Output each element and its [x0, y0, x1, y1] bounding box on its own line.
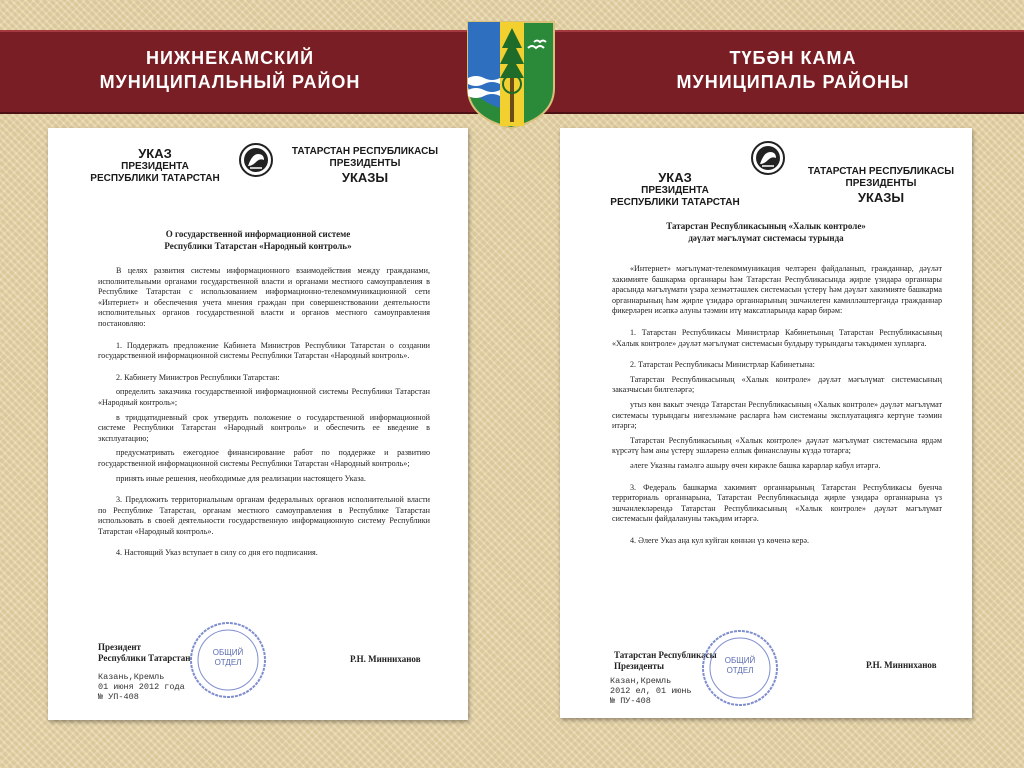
doc-tt-date: 2012 ел, 01 июнь	[610, 686, 692, 696]
doc-ru-signatory-line1: Президент	[98, 642, 141, 652]
doc-ru-header-right	[280, 146, 450, 185]
banner-title-russian	[35, 46, 425, 94]
doc-tt-body	[612, 264, 942, 550]
paragraph: 4. Настоящий Указ вступает в силу со дня его подписания.	[116, 548, 318, 558]
doc-ru-header-right-line3: УКАЗЫ	[341, 170, 389, 185]
doc-tt-header-left-line1: УКАЗ	[658, 170, 692, 185]
doc-tt-header-right-line3: УКАЗЫ	[857, 190, 905, 205]
doc-tt-title-line1: Татарстан Республикасының «Халык контроле»	[666, 221, 866, 231]
paragraph: әлеге Указны гамәлгә ашыру өчен кирәкле башка карарлар кабул итәргә.	[630, 460, 881, 470]
doc-ru-date: 01 июня 2012 года	[98, 682, 185, 692]
paragraph: в тридцатидневный срок утвердить положение о государственной информационной системе Республики Татарстан «Народный контроль» и обеспечить ее введение в эксплуатацию;	[98, 412, 430, 443]
paragraph: 3. Федераль башкарма хакимият органнарының Татарстан Республикасы буенча территориаль органнарына, Татарстан Республикасында җирле үзидарә органнарына үз эшчәнлекләрендә Татарстан Республикасының «Халык контроле» дәүләт мәгълүмат системасын файдалануны тәкъдим итәргә.	[612, 482, 942, 524]
paragraph: 1. Татарстан Республикасы Министрлар Кабинетының Татарстан Республикасының «Халык контроле» дәүләт мәгълүмат системасын булдыру турындагы тәкъдимен хупларга.	[612, 327, 942, 348]
doc-ru-header-left-line1: УКАЗ	[138, 146, 172, 161]
doc-ru-signature-name: Р.Н. Минниханов	[350, 654, 421, 664]
banner-left-line1: НИЖНЕКАМСКИЙ	[145, 48, 315, 68]
doc-tt-header-right-line1: ТАТАРСТАН РЕСПУБЛИКАСЫ	[807, 166, 955, 177]
doc-ru-header-right-line1: ТАТАРСТАН РЕСПУБЛИКАСЫ	[291, 146, 439, 157]
banner-right-line2: МУНИЦИПАЛЬ РАЙОНЫ	[676, 72, 910, 92]
doc-ru-title	[108, 228, 408, 252]
doc-tt-stamp-line2: ОТДЕЛ	[726, 665, 754, 675]
doc-ru-stamp-text	[188, 648, 268, 667]
doc-ru-header-left	[80, 146, 230, 185]
doc-ru-header-left-line2: ПРЕЗИДЕНТА	[121, 161, 189, 172]
banner-left-line2: МУНИЦИПАЛЬНЫЙ РАЙОН	[99, 72, 361, 92]
doc-tt-number: № ПУ-408	[610, 696, 651, 706]
paragraph: предусматривать ежегодное финансирование работ по поддержке и развитию государственной информационной системы Республики Татарстан «Народный контроль»;	[98, 448, 430, 468]
paragraph: Татарстан Республикасының «Халык контроле» дәүләт мәгълүмат системасының заказчысын билгеләргә;	[612, 374, 942, 395]
doc-ru-place: Казань,Кремль	[98, 672, 165, 682]
decree-tatar	[560, 128, 972, 718]
doc-tt-header-left-line3: РЕСПУБЛИКИ ТАТАРСТАН	[610, 197, 740, 208]
doc-tt-place: Казан,Кремль	[610, 676, 672, 686]
paragraph: определить заказчика государственной информационной системы Республики Татарстан «Народный контроль»;	[98, 387, 430, 407]
paragraph: принять иные решения, необходимые для реализации настоящего Указа.	[116, 473, 366, 483]
doc-tt-signature-name: Р.Н. Минниханов	[866, 660, 937, 670]
paragraph: Татарстан Республикасының «Халык контроле» дәүләт мәгълүмат системасына ярдәм күрсәтү һәм аны үстерү эшләренә еллык финанслауны күздә тотарга;	[612, 435, 942, 456]
doc-tt-header-right	[796, 166, 966, 205]
paragraph: 4. Әлеге Указ аңа кул куйган көннән үз көченә керә.	[630, 535, 810, 545]
paragraph: «Интернет» мәгълүмат-телекоммуникация челтәрен файдаланып, гражданнар, дәүләт хакимияте башкарма органнары һәм Татарстан Республикасында җирле үзидарә органнары арасында мәгълүмати үзара хезмәттәшлек системасын үстерү һәм дәүләт хакимияте башкарма органнарының һәм җирле үзидарә органнарының эшчәнлеген камилләштергәндә гражданнар фикерләрен исәпкә алуны тәэмин итү максатларында карар бирәм:	[612, 264, 942, 316]
doc-ru-place-date	[98, 672, 185, 702]
doc-tt-stamp-line1: ОБЩИЙ	[724, 656, 756, 665]
doc-tt-header-left	[600, 170, 750, 209]
doc-tt-title	[616, 220, 916, 244]
paragraph: 3. Предложить территориальным органам федеральных органов исполнительной власти по Республике Татарстан, органам местного самоуправления в Республике Татарстан использовать в своей деятельности государственную информационную систему Республики Татарстан «Народный контроль».	[98, 495, 430, 536]
doc-tt-header-right-line2: ПРЕЗИДЕНТЫ	[845, 178, 917, 189]
doc-tt-stamp-text	[700, 656, 780, 675]
doc-ru-body	[98, 266, 430, 563]
doc-ru-stamp-line2: ОТДЕЛ	[214, 657, 242, 667]
doc-ru-number: № УП-408	[98, 692, 139, 702]
paragraph: 1. Поддержать предложение Кабинета Министров Республики Татарстан о создании государственной информационной системы Республики Татарстан «Народный контроль».	[98, 340, 430, 361]
doc-ru-signatory	[98, 642, 190, 664]
doc-ru-stamp-line1: ОБЩИЙ	[212, 648, 244, 657]
paragraph: В целях развития системы информационного взаимодействия между гражданами, исполнительными органами государственной власти и органами местного самоуправления в Республике Татарстан с использованием информационно-телекоммуникационной сети «Интернет» и обеспечения учета мнения граждан при совершенствовании деятельности исполнительных органов государственной власти и органов местного самоуправления постановляю:	[98, 266, 430, 328]
paragraph: 2. Кабинету Министров Республики Татарстан:	[116, 372, 280, 382]
doc-ru-header-right-line2: ПРЕЗИДЕНТЫ	[329, 158, 401, 169]
doc-tt-title-line2: дәүләт мәгълүмат системасы турында	[688, 233, 844, 243]
doc-ru-header-left-line3: РЕСПУБЛИКИ ТАТАРСТАН	[90, 173, 220, 184]
banner-right-line1: ТҮБӘН КАМА	[729, 48, 857, 68]
tatarstan-emblem-icon	[238, 142, 274, 178]
nizhnekamsk-coat-of-arms-icon	[464, 18, 558, 130]
doc-ru-title-line2: Республики Татарстан «Народный контроль»	[164, 241, 352, 251]
doc-tt-signatory-line2: Президенты	[614, 661, 664, 671]
banner-title-tatar	[598, 46, 988, 94]
doc-tt-signatory-line1: Татарстан Республикасы	[614, 650, 717, 660]
paragraph: 2. Татарстан Республикасы Министрлар Кабинетына:	[630, 360, 815, 370]
paragraph: утыз көн вакыт эчендә Татарстан Республикасының «Халык контроле» дәүләт мәгълүмат системасы турындагы нигезләмәне расларга һәм системаны эксплуатациягә кертүне тәэмин итәргә;	[612, 399, 942, 431]
doc-tt-place-date	[610, 676, 692, 706]
decree-russian	[48, 128, 468, 720]
doc-tt-header-left-line2: ПРЕЗИДЕНТА	[641, 185, 709, 196]
doc-ru-title-line1: О государственной информационной системе	[165, 229, 351, 239]
tatarstan-emblem-icon	[750, 140, 786, 176]
doc-ru-signatory-line2: Республики Татарстан	[98, 653, 191, 663]
